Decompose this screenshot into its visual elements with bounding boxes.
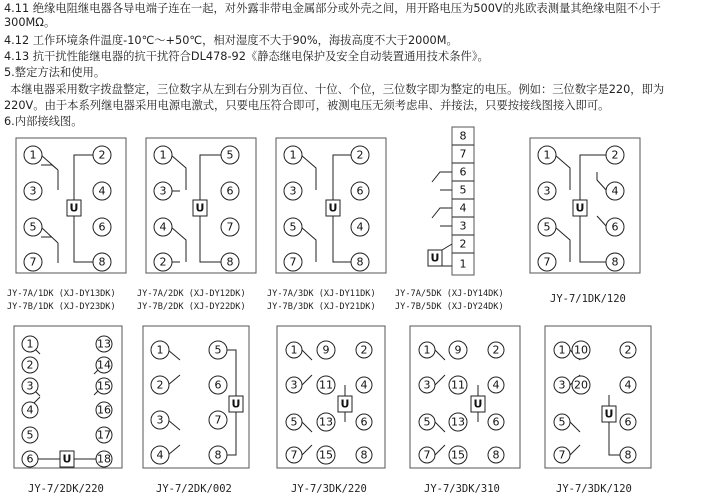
diagram-jy7-2dk-002	[143, 326, 249, 495]
diagram-jy7-3dk-310	[410, 326, 520, 495]
pin-d10-f: 4	[624, 378, 632, 392]
pin-d8-i: 6	[360, 415, 368, 429]
pin-d10-a: 1	[558, 343, 566, 357]
pin-d3-a: 1	[289, 148, 297, 162]
caption-d5: JY-7/1DK/120	[550, 293, 626, 305]
pin-d8-d: 3	[290, 378, 298, 392]
pin-d10-g: 5	[558, 415, 566, 429]
pin-d5-a: 1	[543, 148, 551, 162]
text-line-6: 6.内部接线图。	[4, 115, 83, 128]
pin-d4-f: 3	[459, 219, 467, 233]
diagram-jy7-5dk	[395, 127, 504, 312]
diagram-jy7-1dk-120	[530, 138, 640, 305]
u-label-d6: U	[62, 452, 72, 466]
pin-d9-b: 9	[454, 343, 462, 357]
pin-d8-h: 13	[319, 415, 333, 429]
pin-d7-b: 5	[214, 343, 222, 357]
diagram-jy7-3dk-220	[277, 326, 385, 495]
pin-d9-k: 15	[451, 448, 465, 462]
pin-d7-h: 8	[214, 448, 222, 462]
caption-d1-a: JY-7A/1DK (XJ-DY13DK)	[7, 289, 116, 299]
pin-d4-g: 2	[459, 237, 467, 251]
pin-d8-e: 11	[319, 378, 333, 392]
pin-d1-a: 1	[29, 148, 37, 162]
pin-d1-f: 6	[98, 220, 106, 234]
u-label-d8: U	[340, 397, 350, 411]
pin-d3-f: 4	[356, 220, 364, 234]
pin-d2-f: 7	[226, 220, 234, 234]
text-line-5: 5.整定方法和使用。	[4, 66, 106, 79]
caption-d6: JY-7/2DK/220	[28, 483, 104, 495]
diagram-jy7-1dk	[7, 138, 126, 312]
pin-d8-g: 5	[290, 415, 298, 429]
pin-d9-j: 7	[423, 448, 431, 462]
pin-d10-d: 3	[558, 378, 566, 392]
pin-d3-d: 6	[356, 184, 364, 198]
diagram-jy7-3dk-120	[545, 326, 651, 495]
pin-d8-j: 7	[290, 448, 298, 462]
text-line-220v: 220V。由于本系列继电器采用电源电激式，只要电压符合即可，被测电压无须考虑串、并接法，只要按接线图接入即可。	[4, 99, 610, 112]
caption-d9: JY-7/3DK/310	[424, 483, 500, 495]
caption-d3-b: JY-7B/3DK (XJ-DY21DK)	[267, 302, 376, 312]
caption-d1-b: JY-7B/1DK (XJ-DY23DK)	[7, 302, 116, 312]
u-label-d1: U	[69, 201, 79, 215]
u-label-d5: U	[575, 201, 585, 215]
pin-d1-d: 4	[98, 184, 106, 198]
caption-d4-b: JY-7B/5DK (XJ-DY24DK)	[395, 302, 504, 312]
pin-d9-h: 13	[451, 415, 465, 429]
pin-d5-g: 7	[543, 255, 551, 269]
pin-d9-l: 8	[492, 448, 500, 462]
caption-d2-a: JY-7A/2DK (XJ-DY12DK)	[137, 289, 246, 299]
pin-d6-a: 1	[26, 337, 34, 351]
pin-d1-h: 8	[98, 255, 106, 269]
pin-d6-f: 15	[97, 379, 111, 393]
caption-d8: JY-7/3DK/220	[291, 483, 367, 495]
pin-d2-c: 3	[159, 184, 167, 198]
pin-d7-d: 6	[214, 378, 222, 392]
pin-d7-a: 1	[156, 343, 164, 357]
pin-d2-d: 6	[226, 184, 234, 198]
pin-d7-f: 7	[214, 413, 222, 427]
pin-d2-e: 4	[159, 220, 167, 234]
text-line-setting: 本继电器采用数字拨盘整定，三位数字从左到右分别为百位、十位、个位，三位数字即为整定的电压。例如：三位数字是220，即为	[10, 83, 665, 96]
u-label-d2: U	[195, 201, 205, 215]
pin-d8-a: 1	[290, 343, 298, 357]
u-label-d9: U	[473, 397, 483, 411]
pin-d9-d: 3	[423, 378, 431, 392]
text-line-300m: 300MΩ。	[4, 16, 56, 29]
text-line-4-13: 4.13 抗干扰性能继电器的抗干扰符合DL478-92《静态继电保护及安全自动装置通用技术条件》。	[4, 50, 489, 63]
diagram-jy7-2dk	[137, 138, 256, 312]
text-line-4-12: 4.12 工作环境条件温度-10℃～+50℃，相对湿度不大于90%，海拔高度不大于2000M。	[4, 34, 458, 47]
pin-d3-b: 2	[356, 148, 364, 162]
pin-d5-b: 2	[611, 148, 619, 162]
pin-d5-e: 5	[543, 220, 551, 234]
pin-d7-e: 3	[156, 413, 164, 427]
pin-d9-c: 2	[492, 343, 500, 357]
caption-d3-a: JY-7A/3DK (XJ-DY11DK)	[267, 289, 376, 299]
pin-d7-g: 4	[156, 448, 164, 462]
pin-d10-h: 6	[624, 415, 632, 429]
u-label-d10: U	[604, 407, 614, 421]
pin-d2-a: 1	[159, 148, 167, 162]
pin-d6-g: 4	[26, 403, 34, 417]
pin-d4-c: 6	[459, 165, 467, 179]
pin-d2-g: 2	[159, 255, 167, 269]
pin-d1-e: 5	[29, 220, 37, 234]
pin-d3-g: 7	[289, 255, 297, 269]
pin-d4-h: 1	[459, 257, 467, 271]
pin-d5-h: 8	[611, 255, 619, 269]
pin-d4-a: 8	[459, 129, 467, 143]
diagram-jy7-3dk	[267, 138, 386, 312]
pin-d1-c: 3	[29, 184, 37, 198]
pin-d8-f: 4	[360, 378, 368, 392]
pin-d7-c: 2	[156, 378, 164, 392]
pin-d8-k: 15	[319, 448, 333, 462]
text-line-4-11: 4.11 绝缘电阻继电器各导电端子连在一起，对外露非带电金属部分或外壳之间，用开路电压为500V的兆欧表测量其绝缘电阻不小于	[4, 2, 661, 15]
pin-d9-f: 4	[492, 378, 500, 392]
pin-d10-b: 10	[574, 343, 588, 357]
pin-d2-h: 8	[226, 255, 234, 269]
pin-d10-c: 2	[624, 343, 632, 357]
pin-d3-e: 5	[289, 220, 297, 234]
pin-d8-c: 2	[360, 343, 368, 357]
u-label-d4: U	[430, 251, 440, 265]
pin-d6-j: 17	[97, 428, 111, 442]
u-label-d7: U	[231, 397, 241, 411]
pin-d6-c: 2	[26, 358, 34, 372]
diagram-jy7-2dk-220	[14, 326, 122, 495]
pin-d6-k: 6	[26, 452, 34, 466]
pin-d4-d: 5	[459, 183, 467, 197]
pin-d2-b: 5	[226, 148, 234, 162]
pin-d10-j: 8	[624, 448, 632, 462]
pin-d6-e: 3	[26, 379, 34, 393]
pin-d10-e: 20	[574, 378, 588, 392]
caption-d7: JY-7/2DK/002	[156, 483, 232, 495]
pin-d9-e: 11	[451, 378, 465, 392]
pin-d4-e: 4	[459, 201, 467, 215]
pin-d8-b: 9	[322, 343, 330, 357]
pin-d4-b: 7	[459, 147, 467, 161]
pin-d8-l: 8	[360, 448, 368, 462]
pin-d3-h: 8	[356, 255, 364, 269]
pin-d3-c: 3	[289, 184, 297, 198]
pin-d5-f: 6	[611, 220, 619, 234]
pin-d6-h: 16	[97, 403, 111, 417]
pin-d6-b: 13	[97, 337, 111, 351]
pin-d5-d: 4	[611, 184, 619, 198]
pin-d9-i: 6	[492, 415, 500, 429]
caption-d2-b: JY-7B/2DK (XJ-DY22DK)	[137, 302, 246, 312]
caption-d4-a: JY-7A/5DK (XJ-DY14DK)	[395, 289, 504, 299]
pin-d6-d: 14	[97, 358, 111, 372]
pin-d6-l: 18	[97, 452, 111, 466]
pin-d10-i: 7	[558, 448, 566, 462]
pin-d9-a: 1	[423, 343, 431, 357]
pin-d1-g: 7	[29, 255, 37, 269]
u-label-d3: U	[328, 201, 338, 215]
pin-d9-g: 5	[423, 415, 431, 429]
caption-d10: JY-7/3DK/120	[556, 483, 632, 495]
pin-d6-i: 5	[26, 428, 34, 442]
pin-d1-b: 2	[98, 148, 106, 162]
pin-d5-c: 3	[543, 184, 551, 198]
